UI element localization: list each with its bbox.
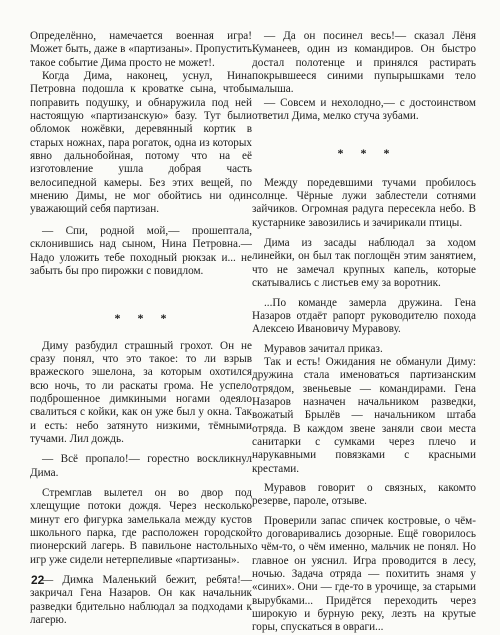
left-column bbox=[30, 30, 252, 627]
paragraph: Муравов зачитал приказ. bbox=[264, 342, 383, 355]
paragraph: Между поредевшими тучами пробилось солнце. Чёрные лужи заблестели сотнями зайчиков. Огромная радуга пересекла небо. В кустарнике завозились и зачирикали птицы. bbox=[252, 176, 476, 229]
section-separator: * * * bbox=[337, 146, 397, 161]
paragraph: Муравов говорит о связных, какомто резерве, пароле, отзыве. bbox=[252, 481, 476, 508]
paragraph: ...По команде замерла дружина. Гена Назаров отдаёт рапорт руководителю похода Алексею Ивановичу Муравову. bbox=[252, 296, 476, 336]
paragraph: Так и есть! Ожидания не обманули Диму: дружина стала именоваться партизанским отрядом, звеньевые — командирами. Гена Назаров назначен начальником разведки, вожатый Брылёв — начальником штаба отряда. В каждом звене заняли свои места санитарки с сумками через плечо и нарукавными повязками с красными крестами. bbox=[252, 355, 476, 475]
paragraph: — Совсем и нехолодно,— с достоинством ответил Дима, мелко стуча зубами. bbox=[252, 96, 476, 123]
section-separator: * * * bbox=[114, 311, 174, 326]
paragraph: — Всё пропало!— горестно воскликнул Дима. bbox=[30, 453, 252, 479]
paragraph: Диму разбудил страшный грохот. Он не сразу понял, что это такое: то ли взрыв вражеского эшелона, за которым охотился всю ночь, то ли раскаты грома. Не успело подброшенное димкиными ногами одеяло свалиться с койки, как он уже был у окна. Так и есть: небо затянуто низкими, тёмными тучами. Лил дождь. bbox=[30, 339, 252, 445]
paragraph: — Да он посинел весь!— сказал Лёня Куманеев, один из командиров. Он быстро достал полотенце и принялся растирать покрывшееся синими пупырышками тело малыша. bbox=[252, 30, 476, 96]
paragraph: Когда Дима, наконец, уснул, Нина Петровна подошла к кроватке сына, чтобы поправить подушку, и обнаружила под ней настоящую «партизанскую» базу. Тут были обломок ножёвки, деревянный кортик в старых ножнах, пара рогаток, одна из которых явно дальнобойная, потому что на её изготовление ушла добрая часть велосипедной камеры. Без этих вещей, по мнению Димы, не мог обойтись ни один уважающий себя партизан. bbox=[30, 70, 252, 216]
paragraph: Дима из засады наблюдал за ходом линейки, он был так поглощён этим занятием, что не замечал крупных капель, которые скатывались с листьев ему за воротник. bbox=[252, 237, 476, 290]
paragraph: — Спи, родной мой,— прошептала, склонившись над сыном, Нина Петровна.— Надо уложить тебе походный рюкзак и... не забыть бы про пирожки с повидлом. bbox=[30, 224, 252, 277]
paragraph: Стремглав вылетел он во двор под хлещущие потоки дождя. Через несколько минут его фигурка замелькала между кустов школьного парка, где расположен городской пионерский лагерь. В павильоне настольных игр уже сидели нетерпеливые «партизаны». bbox=[30, 486, 252, 566]
paragraph: — Димка Маленький бежит, ребята!— закричал Гена Назаров. Он как начальник разведки бдительно наблюдал за подходами к лагерю. bbox=[30, 574, 252, 627]
page-number: 22 bbox=[31, 573, 45, 587]
right-column bbox=[252, 30, 476, 635]
paragraph: Проверили запас спичек костровые, о чём-то договаривались дозорные. Ещё говорилось о чём-то, о чём именно, мальчик не понял. Но главное он уяснил. Игра проводится в лесу, ночью. Задача отряда — похитить знамя у «синих». Они — где-то в урочище, за старыми вырубками... Придётся переходить через широкую и бурную реку, лезть на крутые горы, спускаться в овраги... bbox=[252, 514, 476, 634]
paragraph: Определённо, намечается военная игра! Может быть, даже в «партизаны». Пропустить такое событие Дима просто не может!. bbox=[30, 30, 252, 69]
